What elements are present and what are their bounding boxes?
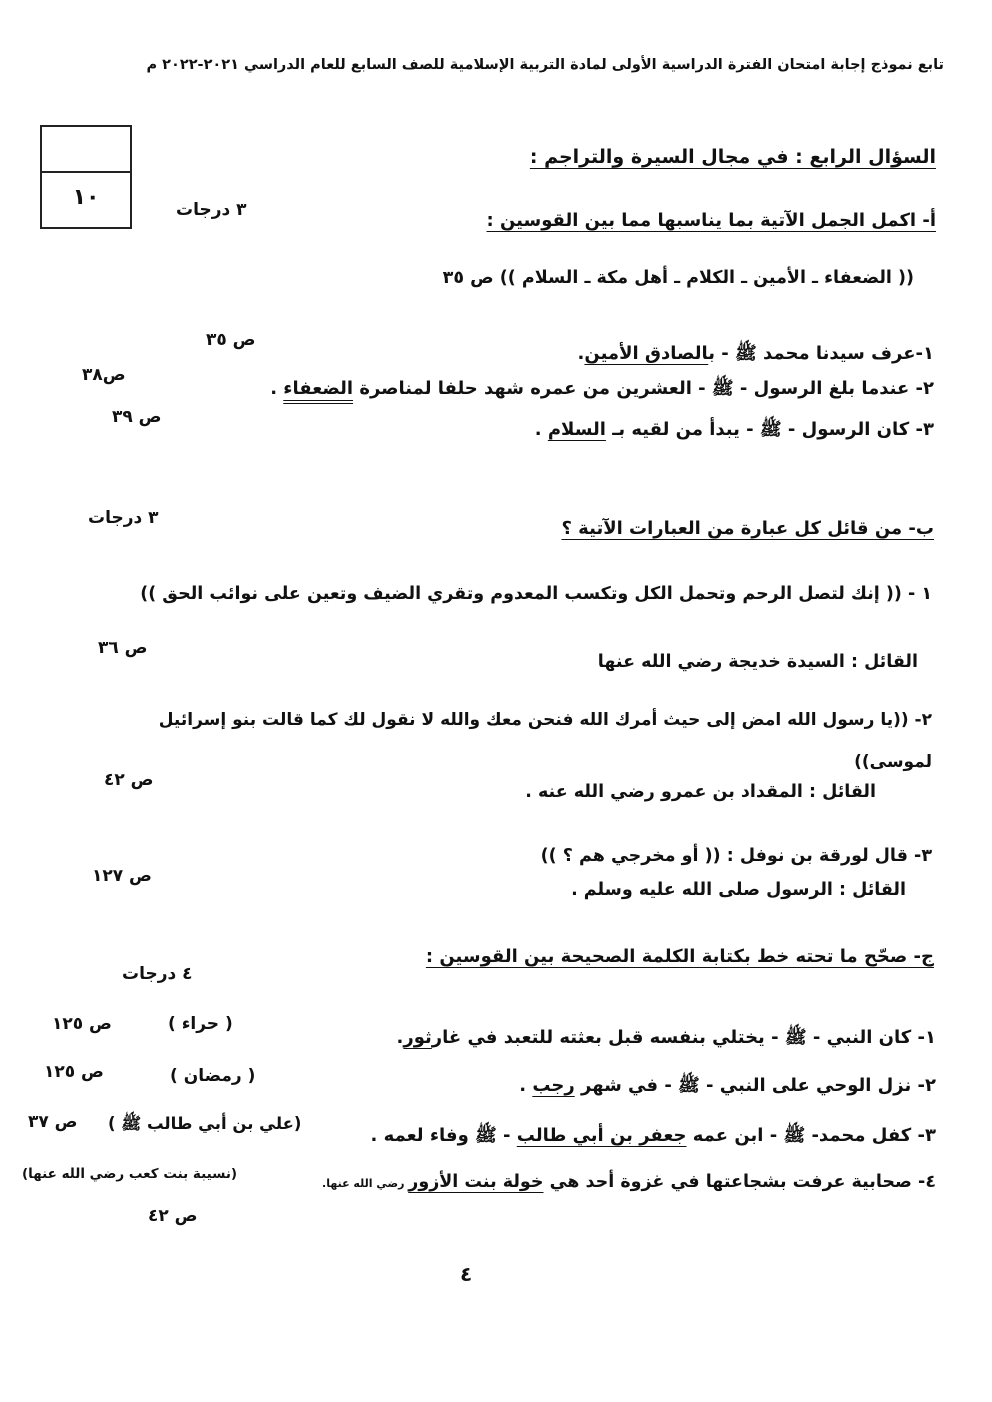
part-b-answer-1: القائل : السيدة خديجة رضي الله عنها	[597, 652, 918, 672]
part-a-item-3-text: ٣- كان الرسول - ﷺ - يبدأ من لقيه بـ	[605, 419, 934, 440]
part-c-item-2	[519, 1074, 936, 1100]
part-a-item-2-text: ٢- عندما بلغ الرسول - ﷺ - العشرين من عمره شهد حلفا لمناصرة	[353, 378, 934, 399]
part-b-quote-2-cont: لموسى))	[854, 752, 932, 772]
part-a-marks: ٣ درجات	[176, 200, 247, 220]
question-title: السؤال الرابع : في مجال السيرة والتراجم :	[529, 146, 936, 168]
page-number: ٤	[460, 1262, 473, 1286]
part-c-item-4-correction: (نسيبة بنت كعب رضي الله عنها)	[22, 1166, 238, 1182]
part-c-item-2-correction: ( رمضان )	[170, 1066, 256, 1086]
part-a-item-3	[535, 418, 934, 444]
part-c-item-4-text: ٤- صحابية عرفت بشجاعتها في غزوة أحد هي	[543, 1172, 936, 1192]
part-c-item-1	[397, 1026, 936, 1052]
part-a-page-ref-1: ص ٣٥	[206, 330, 256, 350]
page-header: تابع نموذج إجابة امتحان الفترة الدراسية الأولى لمادة التربية الإسلامية للصف السابع للعام الدراسي ٢٠٢١-٢٠٢٢ م	[146, 57, 944, 73]
part-b-answer-2: القائل : المقداد بن عمرو رضي الله عنه .	[525, 782, 876, 802]
score-box	[40, 125, 132, 229]
part-a-item-2-end: .	[270, 378, 284, 399]
part-c-item-2-text: ٢- نزل الوحي على النبي - ﷺ - في شهر	[574, 1075, 936, 1096]
part-c-item-3	[371, 1124, 936, 1150]
part-a-item-2-answer: الضعفاء	[283, 378, 354, 399]
part-c-item-3-end: - ﷺ وفاء لعمه .	[370, 1125, 517, 1146]
part-a-item-2	[270, 377, 934, 403]
part-a-item-1	[578, 342, 934, 368]
score-box-divider	[42, 171, 130, 173]
part-c-item-1-ref: ص ١٢٥	[52, 1014, 112, 1034]
part-a-item-1-text: ١-عرف سيدنا محمد ﷺ - ب	[708, 343, 934, 364]
part-c-item-3-correction: (علي بن أبي طالب ﷺ )	[108, 1114, 302, 1133]
part-a-options: (( الضعفاء ـ الأمين ـ الكلام ـ أهل مكة ـ السلام )) ص ٣٥	[442, 268, 914, 288]
part-c-item-2-end: .	[519, 1075, 533, 1096]
part-c-item-1-correction: ( حراء )	[168, 1014, 233, 1034]
part-a-item-3-answer: السلام	[547, 419, 606, 440]
score-value: ١٠	[72, 185, 100, 210]
part-c-item-1-end: .	[396, 1027, 404, 1048]
part-c-item-3-ref: ص ٣٧	[28, 1112, 78, 1132]
part-a-item-2-ref: ص٣٨	[82, 365, 126, 385]
part-b-answer-3: القائل : الرسول صلى الله عليه وسلم .	[571, 880, 906, 900]
part-c-heading: ج- صحّح ما تحته خط بكتابة الكلمة الصحيحة بين القوسين :	[425, 946, 934, 967]
part-c-item-4-ref: ص ٤٢	[148, 1206, 198, 1226]
part-b-quote-2: ٢- ((يا رسول الله امض إلى حيث أمرك الله فنحن معك والله لا نقول لك كما قالت بنو إسرائيل	[158, 710, 932, 730]
part-b-marks: ٣ درجات	[88, 508, 159, 528]
part-b-ref-2: ص ٤٢	[104, 770, 154, 790]
part-c-item-3-text: ٣- كفل محمد- ﷺ - ابن عمه	[686, 1125, 936, 1146]
part-c-item-1-underlined: ثور	[403, 1027, 432, 1048]
part-c-item-4	[322, 1172, 936, 1192]
part-c-item-4-end: رضي الله عنها.	[322, 1177, 409, 1190]
part-b-heading: ب- من قائل كل عبارة من العبارات الآتية ؟	[561, 518, 934, 539]
part-c-item-2-underlined: رجب	[532, 1075, 575, 1096]
part-c-item-1-text: ١- كان النبي - ﷺ - يختلي بنفسه قبل بعثته للتعبد في غار	[431, 1027, 936, 1048]
part-b-quote-1: ١ - (( إنك لتصل الرحم وتحمل الكل وتكسب المعدوم وتقري الضيف وتعين على نوائب الحق ))	[140, 584, 932, 604]
part-a-heading: أ- اكمل الجمل الآتية بما يناسبها مما بين القوسين :	[486, 210, 936, 231]
part-a-item-1-end: .	[577, 343, 585, 364]
part-b-ref-3: ص ١٢٧	[92, 866, 152, 886]
part-c-item-3-underlined: جعفر بن أبي طالب	[516, 1125, 687, 1146]
part-c-item-2-ref: ص ١٢٥	[44, 1062, 104, 1082]
part-a-item-3-ref: ص ٣٩	[112, 407, 162, 427]
part-a-item-3-end: .	[534, 419, 548, 440]
part-c-marks: ٤ درجات	[122, 964, 193, 984]
part-b-ref-1: ص ٣٦	[98, 638, 148, 658]
part-c-item-4-underlined: خولة بنت الأزور	[408, 1172, 544, 1192]
part-b-quote-3: ٣- قال لورقة بن نوفل : (( أو مخرجي هم ؟ ))	[540, 846, 932, 866]
part-a-item-1-answer: الصادق الأمين	[584, 343, 709, 364]
